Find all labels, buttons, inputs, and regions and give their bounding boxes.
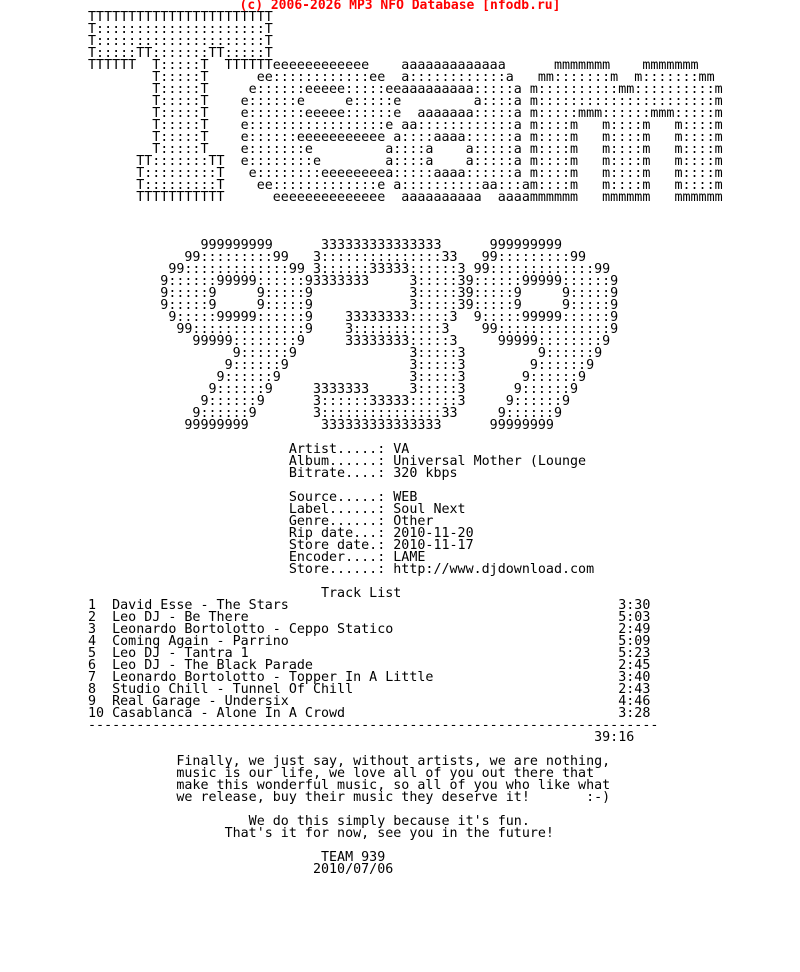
closing-text-line: Finally, we just say, without artists, we are nothing,	[88, 754, 611, 769]
fun-line: We do this simply because it's fun.	[88, 814, 530, 829]
closing-text-line: we release, buy their music they deserve it! :-)	[88, 790, 611, 805]
track-row: 3 Leonardo Bortolotto - Ceppo Statico 2:49	[88, 622, 651, 637]
track-row: 6 Leo DJ - The Black Parade 2:45	[88, 658, 651, 673]
encoder-line: Encoder....: LAME	[88, 550, 426, 565]
closing-text-line: music is our life, we love all of you out there that	[88, 766, 595, 781]
store-url-line: Store......: http://www.djdownload.com	[88, 562, 595, 577]
site-banner: (c) 2006-2026 MP3 NFO Database [nfodb.ru]	[239, 0, 561, 13]
tracklist-separator: -----------------------------------------------------------------------	[88, 718, 659, 733]
release-date: 2010/07/06	[88, 862, 394, 877]
nfo-document	[88, 12, 723, 876]
source-line: Source.....: WEB	[88, 490, 418, 505]
future-line: That's it for now, see you in the future!	[88, 826, 554, 841]
total-time: 39:16	[88, 730, 635, 745]
ascii-logo-939: 999999999 333333333333333 999999999 99:::::::::99 3:::::::::::::::33 99:::::::::99 99:::::::::::::99 3::::::33333::::::3 99:::::::::::::99 9::::::99999::::::93333333 3:::::39::::::99999::::::9 9:::::9 9:::::9 3:::::39:::::9 9:::::9 9:::::9 9:::::9 3:::::39:::::9 9:::::9 9:::::99999::::::9 33333333:::::3 9:::::99999::::::9 99::::::::::::::9 3:::::::::::3 99::::::::::::::9 99999::::::::9 33333333:::::3 99999::::::::9 9::::::9 3:::::3 9::::::9 9::::::9 3:::::3 9::::::9 9::::::9 3:::::3 9::::::9 9::::::9 3333333 3:::::3 9::::::9 9::::::9 3::::::33333::::::3 9::::::9 9::::::9 3:::::::::::::::33 9::::::9 99999999 333333333333333 99999999	[160, 238, 619, 433]
track-row: 7 Leonardo Bortolotto - Topper In A Little 3:40	[88, 670, 651, 685]
album-line: Album......: Universal Mother (Lounge	[88, 454, 587, 469]
artist-line: Artist.....: VA	[88, 442, 410, 457]
tracklist-title: Track List	[88, 586, 402, 601]
track-row: 5 Leo DJ - Tantra 1 5:23	[88, 646, 651, 661]
label-line: Label......: Soul Next	[88, 502, 466, 517]
track-row: 10 Casablanca - Alone In A Crowd 3:28	[88, 706, 651, 721]
track-row: 1 David Esse - The Stars 3:30	[88, 598, 651, 613]
track-row: 2 Leo DJ - Be There 5:03	[88, 610, 651, 625]
team-signature: TEAM 939	[88, 850, 386, 865]
rip-date-line: Rip date...: 2010-11-20	[88, 526, 474, 541]
genre-line: Genre......: Other	[88, 514, 434, 529]
track-row: 9 Real Garage - Undersix 4:46	[88, 694, 651, 709]
ascii-logo-team: TTTTTTTTTTTTTTTTTTTTTTT T:::::::::::::::::::::T T:::::::::::::::::::::T T:::::TT:::::::TT:::::T TTTTTT T:::::T TTTTTTeeeeeeeeeeee aaaaaaaaaaaaa mmmmmmm mmmmmmm T:::::T ee::::::::::::ee a::::::::::::a mm:::::::m m:::::::mm T:::::T e::::::eeeee:::::eeaaaaaaaaa:::::a m::::::::::mm::::::::::m T:::::T e::::::e e:::::e a::::a m::::::::::::::::::::::m T:::::T e:::::::eeeee::::::e aaaaaaa:::::a m:::::mmm::::::mmm:::::m T:::::T e:::::::::::::::::e aa::::::::::::a m::::m m::::m m::::m T:::::T e::::::eeeeeeeeeee a::::aaaa::::::a m::::m m::::m m::::m T:::::T e:::::::e a::::a a:::::a m::::m m::::m m::::m TT:::::::TT e::::::::e a::::a a:::::a m::::m m::::m m::::m T:::::::::T e::::::::eeeeeeeea:::::aaaa::::::a m::::m m::::m m::::m T:::::::::T ee:::::::::::::e a::::::::::aa:::am::::m m::::m m::::m TTTTTTTTTTT eeeeeeeeeeeeee aaaaaaaaaa aaaammmmmm mmmmmm mmmmmm	[88, 10, 723, 205]
track-row: 8 Studio Chill - Tunnel Of Chill 2:43	[88, 682, 651, 697]
track-row: 4 Coming Again - Parrino 5:09	[88, 634, 651, 649]
closing-text-line: make this wonderful music, so all of you who like what	[88, 778, 611, 793]
store-date-line: Store date.: 2010-11-17	[88, 538, 474, 553]
bitrate-line: Bitrate....: 320 kbps	[88, 466, 458, 481]
